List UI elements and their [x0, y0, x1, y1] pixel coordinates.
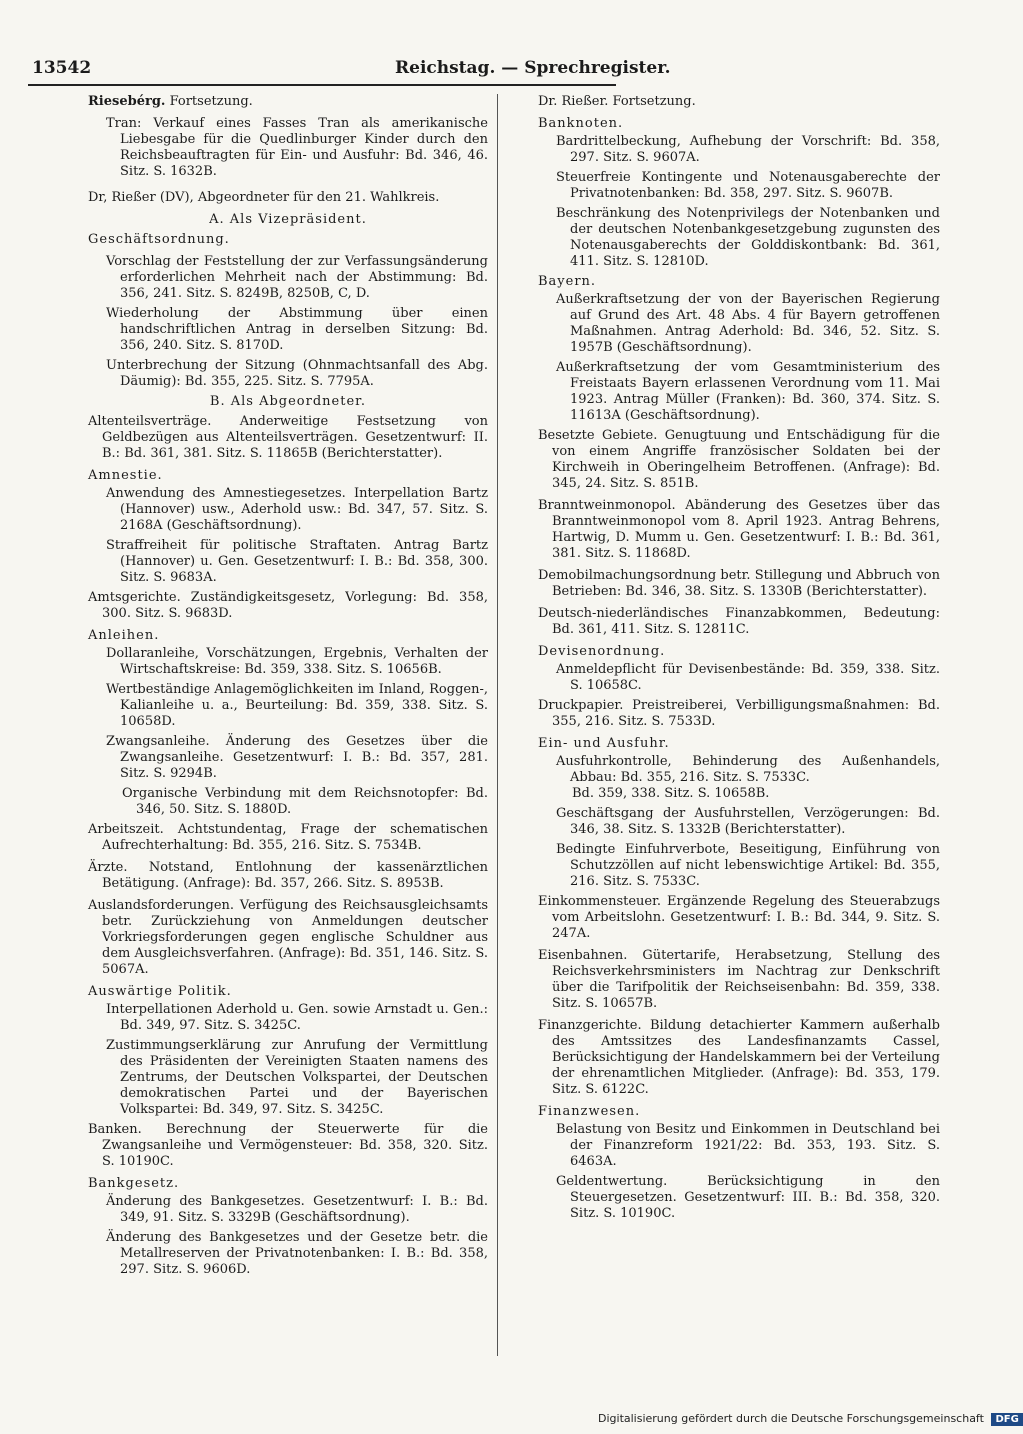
running-head: Reichstag. — Sprechregister. [395, 58, 671, 78]
entry-anleihen: Anleihen. [88, 628, 160, 643]
page-number: 13542 [32, 58, 92, 78]
subentry: Bedingte Einfuhrverbote, Beseitigung, Einführung von Schutzzöllen auf nicht lebenswichtige Artikel: Bd. 355, 216. Sitz. S. 7533C. [556, 842, 940, 889]
entry-finanzabkommen: Deutsch-niederländisches Finanzabkommen, Bedeutung: Bd. 361, 411. Sitz. S. 12811C. [538, 606, 940, 637]
entry-aerzte: Ärzte. Notstand, Entlohnung der kassenärztlichen Betätigung. (Anfrage): Bd. 357, 266. Sitz. S. 8953B. [88, 860, 488, 891]
entry-banken: Banken. Berechnung der Steuerwerte für die Zwangsanleihe und Vermögensteuer: Bd. 358, 320. Sitz. S. 10190C. [88, 1122, 488, 1169]
subentry: Wertbeständige Anlagemöglichkeiten im Inland, Roggen-, Kalianleihe u. a., Beurteilung: Bd. 359, 338. Sitz. S. 10658D. [106, 682, 488, 729]
subentry: Steuerfreie Kontingente und Notenausgaberechte der Privatnotenbanken: Bd. 358, 297. Sitz. S. 9607B. [556, 170, 940, 201]
subentry: Anmeldepflicht für Devisenbestände: Bd. 359, 338. Sitz. S. 10658C. [556, 662, 940, 693]
subentry: Geschäftsgang der Ausfuhrstellen, Verzögerungen: Bd. 346, 38. Sitz. S. 1332B (Berichterstatter). [556, 806, 940, 837]
right-column [538, 94, 940, 1226]
subentry: Zwangsanleihe. Änderung des Gesetzes über die Zwangsanleihe. Gesetzentwurf: I. B.: Bd. 357, 281. Sitz. S. 9294B. [106, 734, 488, 781]
subentry: Belastung von Besitz und Einkommen in Deutschland bei der Finanzreform 1921/22: Bd. 353, 193. Sitz. S. 6463A. [556, 1122, 940, 1169]
entry-head: Riesebérg. [88, 94, 166, 109]
subentry: Dollaranleihe, Vorschätzungen, Ergebnis, Verhalten der Wirtschaftskreise: Bd. 359, 338. Sitz. S. 10656B. [106, 646, 488, 677]
entry-riesser-continued: Dr. Rießer. Fortsetzung. [538, 94, 696, 109]
entry-druckpapier: Druckpapier. Preistreiberei, Verbilligungsmaßnahmen: Bd. 355, 216. Sitz. S. 7533D. [538, 698, 940, 729]
entry-arbeitszeit: Arbeitszeit. Achtstundentag, Frage der schematischen Aufrechterhaltung: Bd. 355, 216. Sitz. S. 7534B. [88, 822, 488, 853]
subentry: Wiederholung der Abstimmung über einen handschriftlichen Antrag in derselben Sitzung: Bd. 356, 240. Sitz. S. 8170D. [106, 306, 488, 353]
subentry-tran: Tran: Verkauf eines Fasses Tran als amerikanische Liebesgabe für die Quedlinburger Kinder durch den Reichsbeauftragten für Ein- und Ausfuhr: Bd. 346, 46. Sitz. S. 1632B. [106, 116, 488, 179]
subentry: Straffreiheit für politische Straftaten. Antrag Bartz (Hannover) u. Gen. Gesetzentwurf: I. B.: Bd. 358, 300. Sitz. S. 9683A. [106, 538, 488, 585]
entry-amtsgerichte: Amtsgerichte. Zuständigkeitsgesetz, Vorlegung: Bd. 358, 300. Sitz. S. 9683D. [88, 590, 488, 621]
entry-ein-und-ausfuhr: Ein- und Ausfuhr. [538, 736, 670, 751]
entry-devisenordnung: Devisenordnung. [538, 644, 666, 659]
digitization-credit [598, 1412, 1023, 1426]
entry-geschaeftsordnung: Geschäftsordnung. [88, 232, 230, 247]
entry-banknoten: Banknoten. [538, 116, 624, 131]
dfg-logo: DFG [991, 1413, 1022, 1426]
subentry-nested: Organische Verbindung mit dem Reichsnotopfer: Bd. 346, 50. Sitz. S. 1880D. [122, 786, 488, 817]
subentry: Änderung des Bankgesetzes. Gesetzentwurf: I. B.: Bd. 349, 91. Sitz. S. 3329B (Geschäftsordnung). [106, 1194, 488, 1225]
credit-text: Digitalisierung gefördert durch die Deutsche Forschungsgemeinschaft [598, 1412, 984, 1425]
entry-auswaertige-politik: Auswärtige Politik. [88, 984, 232, 999]
page-header [28, 58, 671, 78]
subentry: Zustimmungserklärung zur Anrufung der Vermittlung des Präsidenten der Vereinigten Staaten namens des Zentrums, der Deutschen Volkspartei, der Deutschen demokratischen Partei und der Bayerischen Volkspartei: Bd. 349, 97. Sitz. S. 3425C. [106, 1038, 488, 1117]
entry-altenteilsvertraege: Altenteilsverträge. Anderweitige Festsetzung von Geldbezügen aus Altenteilsverträgen. Gesetzentwurf: II. B.: Bd. 361, 381. Sitz. S. 11865B (Berichterstatter). [88, 414, 488, 461]
entry-bayern: Bayern. [538, 274, 597, 289]
subentry: Änderung des Bankgesetzes und der Gesetze betr. die Metallreserven der Privatnotenbanken: I. B.: Bd. 358, 297. Sitz. S. 9606D. [106, 1230, 488, 1277]
subentry: Anwendung des Amnestiegesetzes. Interpellation Bartz (Hannover) usw., Aderhold usw.: Bd. 347, 57. Sitz. S. 2168A (Geschäftsordnung). [106, 486, 488, 533]
entry-besetzte-gebiete: Besetzte Gebiete. Genugtuung und Entschädigung für die von einem Angriffe französischer Soldaten bei der Kirchweih in Oberingelheim Betroffenen. (Anfrage): Bd. 345, 24. Sitz. S. 851B. [538, 428, 940, 491]
entry-riesser-head: Dr, Rießer (DV), Abgeordneter für den 21. Wahlkreis. [88, 190, 440, 205]
subentry-nested: Bd. 359, 338. Sitz. S. 10658B. [572, 786, 770, 801]
entry-riesebrg [88, 94, 488, 110]
entry-auslandsforderungen: Auslandsforderungen. Verfügung des Reichsausgleichsamts betr. Zurückziehung von Anmeldungen deutscher Vorkriegsforderungen gegen englische Schuldner aus dem Ausgleichsverfahren. (Anfrage): Bd. 351, 146. Sitz. S. 5067A. [88, 898, 488, 977]
subentry: Bardrittelbeckung, Aufhebung der Vorschrift: Bd. 358, 297. Sitz. S. 9607A. [556, 134, 940, 165]
subentry: Ausfuhrkontrolle, Behinderung des Außenhandels, Abbau: Bd. 355, 216. Sitz. S. 7533C. [556, 754, 940, 785]
subentry: Geldentwertung. Berücksichtigung in den Steuergesetzen. Gesetzentwurf: III. B.: Bd. 358, 320. Sitz. S. 10190C. [556, 1174, 940, 1221]
entry-bankgesetz: Bankgesetz. [88, 1176, 180, 1191]
left-column [88, 94, 488, 1282]
entry-demobilmachung: Demobilmachungsordnung betr. Stillegung und Abbruch von Betrieben: Bd. 346, 38. Sitz. S. 1330B (Berichterstatter). [538, 568, 940, 599]
column-divider [497, 94, 498, 1356]
entry-finanzgerichte: Finanzgerichte. Bildung detachierter Kammern außerhalb des Amtssitzes des Landesfinanzamts Cassel, Berücksichtigung der Handelskammern bei der Verteilung der ehrenamtlichen Mitglieder. (Anfrage): Bd. 353, 179. Sitz. S. 6122C. [538, 1018, 940, 1097]
subentry: Vorschlag der Feststellung der zur Verfassungsänderung erforderlichen Mehrheit nach der Abstimmung: Bd. 356, 241. Sitz. S. 8249B, 8250B, C, D. [106, 254, 488, 301]
section-b-heading: B. Als Abgeordneter. [209, 394, 367, 409]
subentry: Interpellationen Aderhold u. Gen. sowie Arnstadt u. Gen.: Bd. 349, 97. Sitz. S. 3425C. [106, 1002, 488, 1033]
subentry: Außerkraftsetzung der von der Bayerischen Regierung auf Grund des Art. 48 Abs. 4 für Bayern getroffenen Maßnahmen. Antrag Aderhold: Bd. 346, 52. Sitz. S. 1957B (Geschäftsordnung). [556, 292, 940, 355]
subentry: Außerkraftsetzung der vom Gesamtministerium des Freistaats Bayern erlassenen Verordnung vom 11. Mai 1923. Antrag Müller (Franken): Bd. 360, 374. Sitz. S. 11613A (Geschäftsordnung). [556, 360, 940, 423]
entry-continuation: Fortsetzung. [169, 94, 253, 109]
section-a-heading: A. Als Vizepräsident. [209, 212, 367, 227]
entry-finanzwesen: Finanzwesen. [538, 1104, 641, 1119]
header-rule [28, 84, 616, 86]
subentry: Unterbrechung der Sitzung (Ohnmachtsanfall des Abg. Däumig): Bd. 355, 225. Sitz. S. 7795A. [106, 358, 488, 389]
entry-einkommensteuer: Einkommensteuer. Ergänzende Regelung des Steuerabzugs vom Arbeitslohn. Gesetzentwurf: I. B.: Bd. 344, 9. Sitz. S. 247A. [538, 894, 940, 941]
entry-branntweinmonopol: Branntweinmonopol. Abänderung des Gesetzes über das Branntweinmonopol vom 8. April 1923. Antrag Behrens, Hartwig, D. Mumm u. Gen. Gesetzentwurf: I. B.: Bd. 361, 381. Sitz. S. 11868D. [538, 498, 940, 561]
entry-eisenbahnen: Eisenbahnen. Gütertarife, Herabsetzung, Stellung des Reichsverkehrsministers im Nachtrag zur Denkschrift über die Tarifpolitik der Reichseisenbahn: Bd. 359, 338. Sitz. S. 10657B. [538, 948, 940, 1011]
subentry: Beschränkung des Notenprivilegs der Notenbanken und der deutschen Notenbankgesetzgebung zugunsten des Notenausgaberechts der Golddiskontbank: Bd. 361, 411. Sitz. S. 12810D. [556, 206, 940, 269]
entry-amnestie: Amnestie. [88, 468, 163, 483]
